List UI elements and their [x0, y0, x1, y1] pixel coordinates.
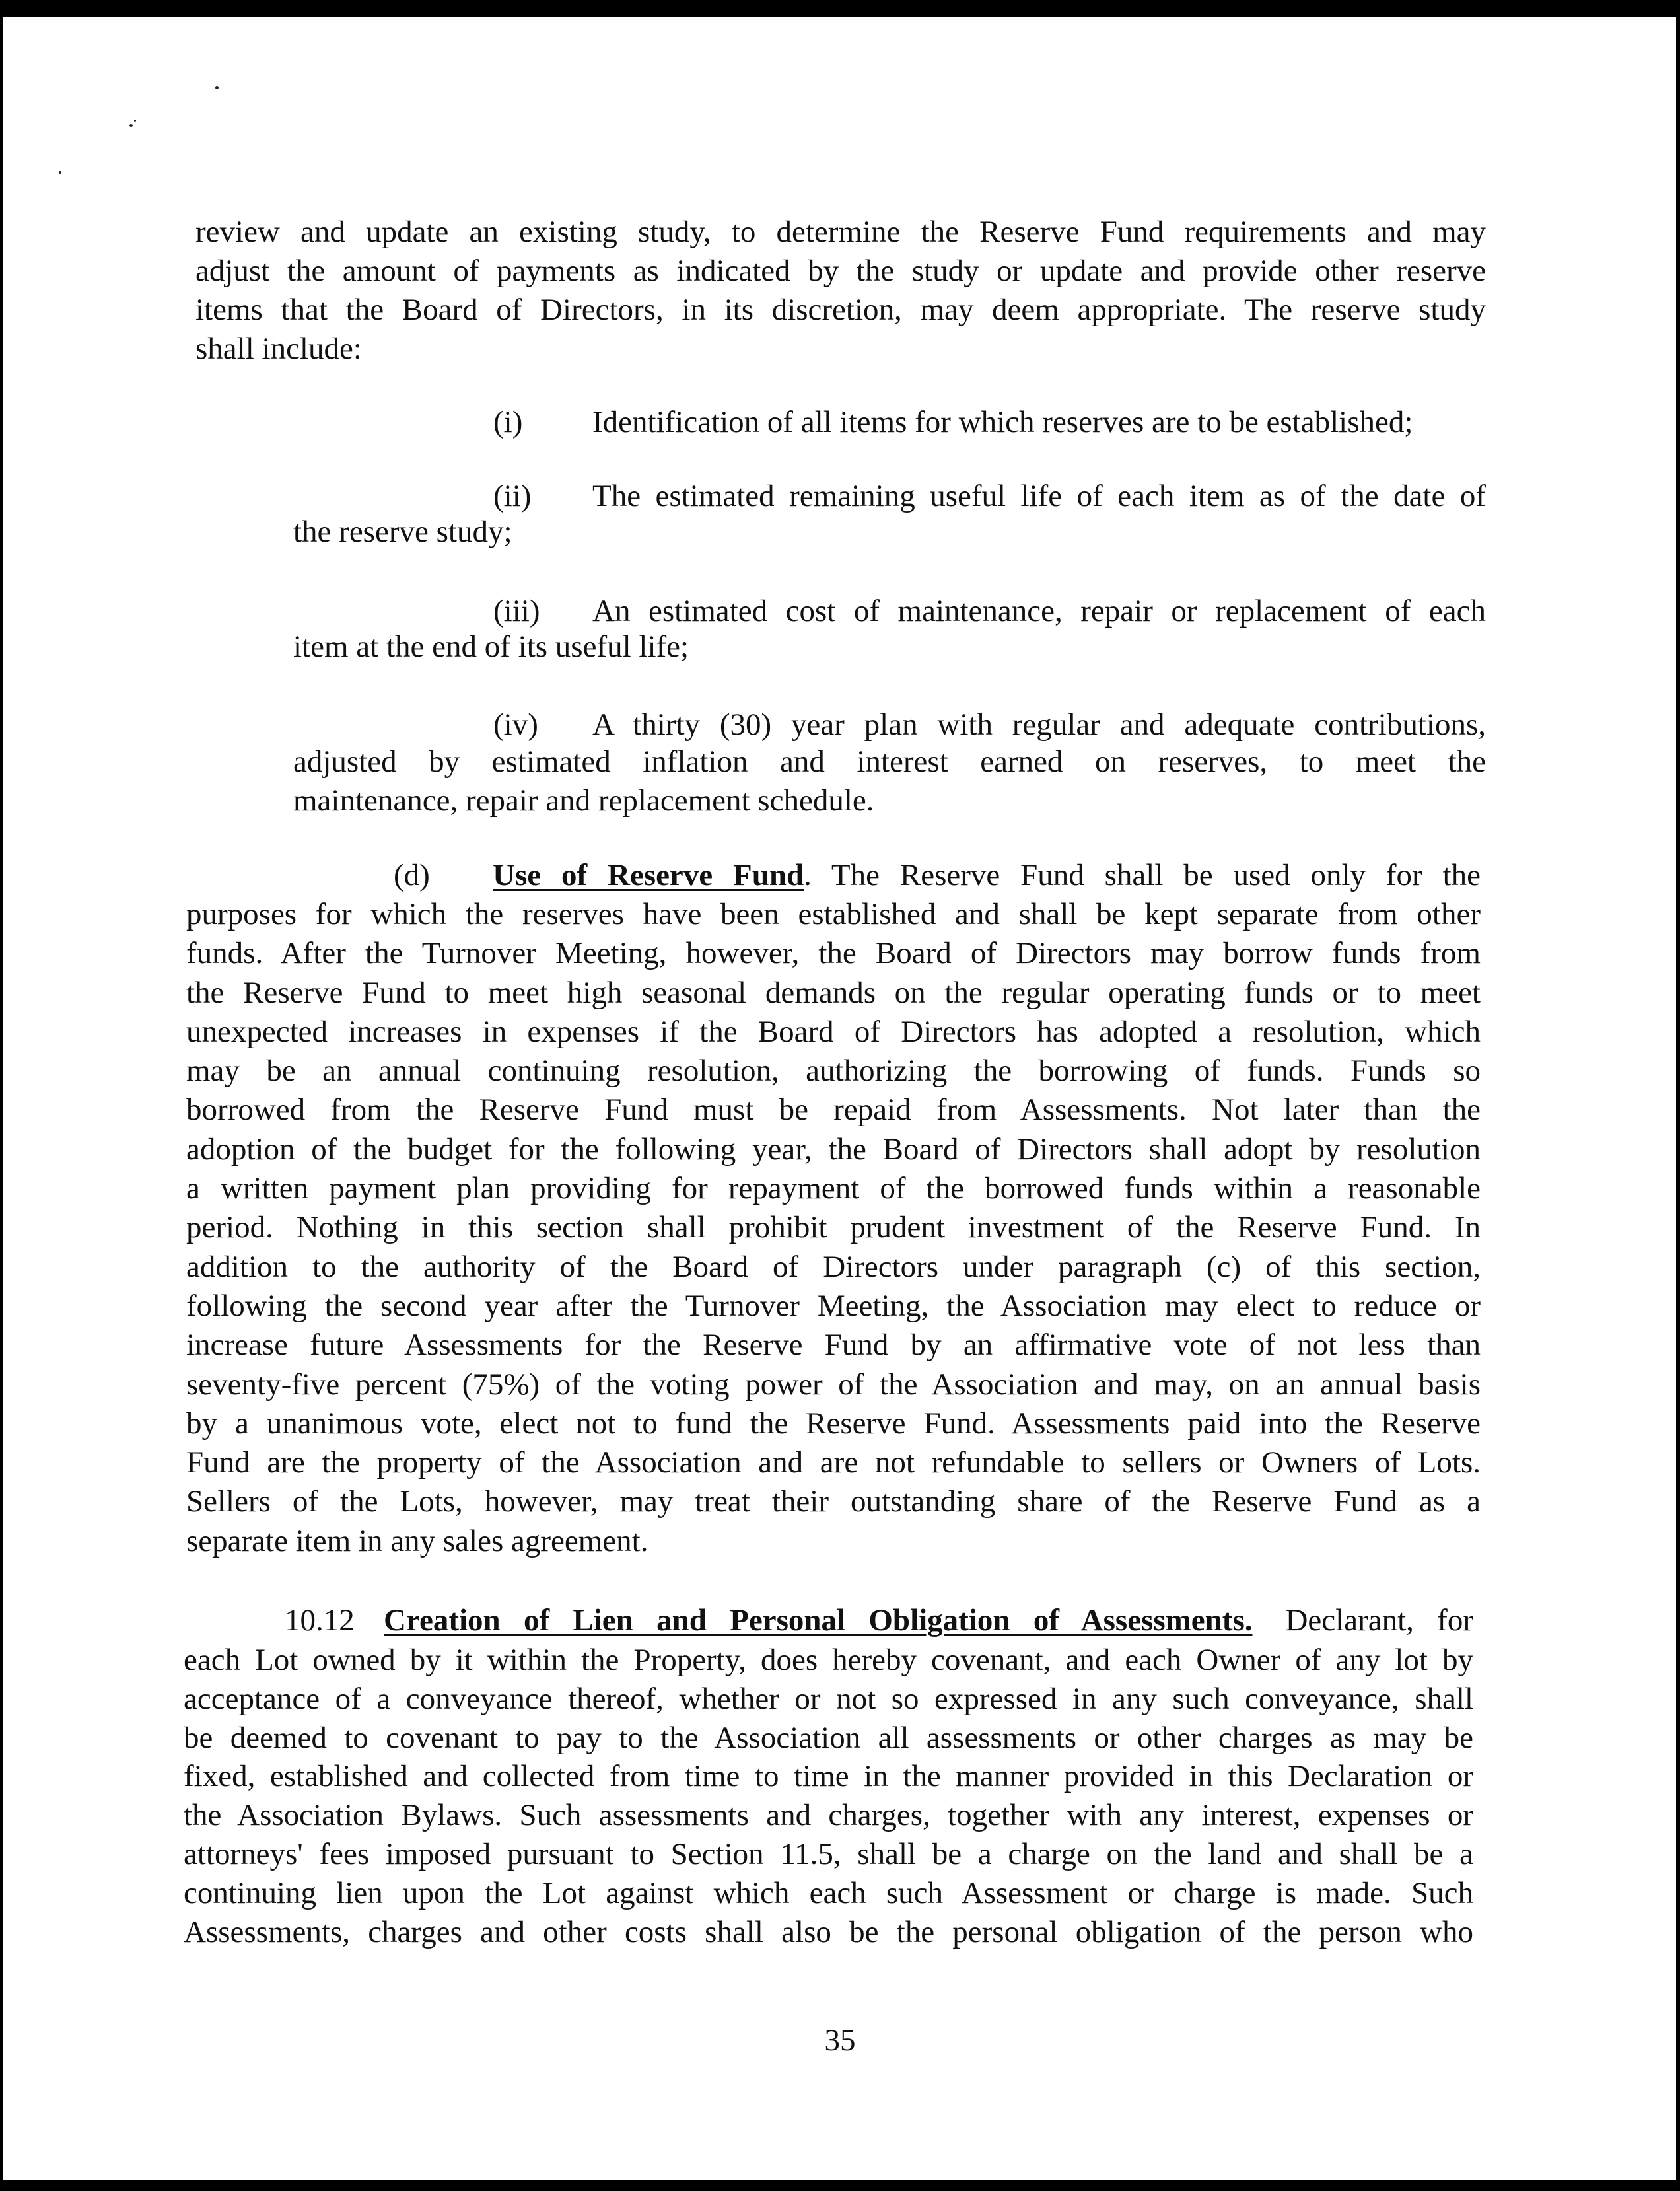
scan-border-right — [1676, 0, 1680, 2191]
list-item-cont-line: adjusted by estimated inflation and interest earned on reserves, to meet the — [293, 744, 1486, 779]
intro-line: adjust the amount of payments as indicated by the study or update and provide other reserve — [195, 254, 1486, 288]
list-item-ii-continuation — [293, 513, 1486, 552]
list-item-i — [493, 403, 1486, 442]
list-item-text: The estimated remaining useful life of each item as of the date of — [592, 479, 1486, 513]
section-d-label: (d) — [394, 858, 430, 892]
section-d-line: seventy-five percent (75%) of the voting power of the Association and may, on an annual basis — [186, 1367, 1481, 1402]
list-item-text: A thirty (30) year plan with regular and adequate contributions, — [592, 707, 1486, 742]
intro-line: review and update an existing study, to determine the Reserve Fund requirements and may — [195, 215, 1486, 249]
section-1012-number: 10.12 — [285, 1603, 355, 1637]
list-item-text: An estimated cost of maintenance, repair or replacement of each — [592, 594, 1486, 628]
section-d-line: Fund are the property of the Association and are not refundable to sellers or Owners of Lots. — [186, 1445, 1481, 1480]
list-item-iii-continuation — [293, 628, 1486, 666]
section-1012-line: be deemed to covenant to pay to the Association all assessments or other charges as may be — [184, 1720, 1473, 1755]
scan-speck — [215, 86, 219, 89]
intro-line: items that the Board of Directors, in its discretion, may deem appropriate. The reserve study — [195, 293, 1486, 327]
section-1012-line: each Lot owned by it within the Property, does hereby covenant, and each Owner of any lot by — [184, 1643, 1473, 1677]
list-item-text: Identification of all items for which reserves are to be established; — [592, 405, 1413, 439]
intro-paragraph — [195, 213, 1486, 369]
section-1012-line: acceptance of a conveyance thereof, whether or not so expressed in any such conveyance, shall — [184, 1681, 1473, 1716]
section-d-line: unexpected increases in expenses if the Board of Directors has adopted a resolution, which — [186, 1014, 1481, 1049]
section-1012-heading-rest: Declarant, for — [1285, 1603, 1473, 1637]
section-d-line: by a unanimous vote, elect not to fund the Reserve Fund. Assessments paid into the Reserve — [186, 1406, 1481, 1441]
section-d-line: Sellers of the Lots, however, may treat their outstanding share of the Reserve Fund as a — [186, 1484, 1481, 1519]
list-item-first-line — [493, 705, 1486, 744]
section-1012-line: attorneys' fees imposed pursuant to Section 11.5, shall be a charge on the land and shall be a — [184, 1836, 1473, 1871]
list-item-cont-line: item at the end of its useful life; — [293, 629, 689, 664]
section-d-line: increase future Assessments for the Reserve Fund by an affirmative vote of not less than — [186, 1328, 1481, 1363]
list-item-cont-line: maintenance, repair and replacement schedule. — [293, 783, 874, 818]
section-d-first-line — [394, 856, 1481, 895]
section-d-line: may be an annual continuing resolution, authorizing the borrowing of funds. Funds so — [186, 1054, 1481, 1089]
section-d-heading-rest: . The Reserve Fund shall be used only for the — [804, 858, 1481, 892]
list-item-iv — [493, 705, 1486, 744]
scan-speck — [129, 124, 133, 127]
section-d-heading-line — [394, 856, 1481, 895]
section-1012-line: fixed, established and collected from time to time in the manner provided in this Declaration or — [184, 1759, 1473, 1794]
section-1012-line: Assessments, charges and other costs shall also be the personal obligation of the person who — [184, 1914, 1473, 1949]
list-item-first-line — [493, 592, 1486, 631]
section-1012-body — [184, 1641, 1473, 1951]
section-d-line: a written payment plan providing for repayment of the borrowed funds within a reasonable — [186, 1171, 1481, 1206]
list-item-cont-line: the reserve study; — [293, 515, 512, 549]
section-d-line: purposes for which the reserves have been established and shall be kept separate from other — [186, 897, 1481, 931]
section-d-line: borrowed from the Reserve Fund must be repaid from Assessments. Not later than the — [186, 1093, 1481, 1128]
section-d-heading: Use of Reserve Fund — [493, 858, 804, 892]
section-d-line: period. Nothing in this section shall prohibit prudent investment of the Reserve Fund. In — [186, 1210, 1481, 1245]
list-item-iii — [493, 592, 1486, 631]
scan-border-bottom — [0, 2180, 1680, 2191]
section-d-line: following the second year after the Turnover Meeting, the Association may elect to reduce or — [186, 1288, 1481, 1323]
section-1012-line: the Association Bylaws. Such assessments and charges, together with any interest, expenses or — [184, 1798, 1473, 1833]
section-d-line: addition to the authority of the Board of Directors under paragraph (c) of this section, — [186, 1249, 1481, 1284]
list-item-first-line — [493, 477, 1486, 516]
section-d-body — [186, 895, 1481, 1561]
list-item-first-line — [493, 403, 1486, 442]
intro-line: shall include: — [195, 332, 362, 366]
list-item-ii — [493, 477, 1486, 516]
section-1012-line: continuing lien upon the Lot against which each such Assessment or charge is made. Such — [184, 1875, 1473, 1910]
list-item-label: (ii) — [493, 479, 532, 513]
scan-speck — [59, 171, 61, 174]
section-d-line: adoption of the budget for the following year, the Board of Directors shall adopt by resolution — [186, 1131, 1481, 1167]
list-item-label: (iv) — [493, 707, 538, 742]
scan-border-left — [0, 0, 3, 2191]
section-1012-heading-line — [285, 1601, 1473, 1640]
page-number: 35 — [824, 2023, 856, 2058]
section-d-line: separate item in any sales agreement. — [186, 1523, 648, 1558]
section-d-line: funds. After the Turnover Meeting, however, the Board of Directors may borrow funds from — [186, 936, 1481, 971]
section-1012-heading: Creation of Lien and Personal Obligation of Assessments. — [384, 1603, 1253, 1637]
list-item-label: (iii) — [493, 594, 540, 628]
list-item-iv-continuation — [293, 742, 1486, 820]
section-1012-first-line — [285, 1601, 1473, 1640]
section-d-line: the Reserve Fund to meet high seasonal demands on the regular operating funds or to meet — [186, 975, 1481, 1010]
scan-speck — [134, 120, 136, 122]
scan-border-top — [0, 0, 1680, 17]
list-item-label: (i) — [493, 405, 523, 439]
